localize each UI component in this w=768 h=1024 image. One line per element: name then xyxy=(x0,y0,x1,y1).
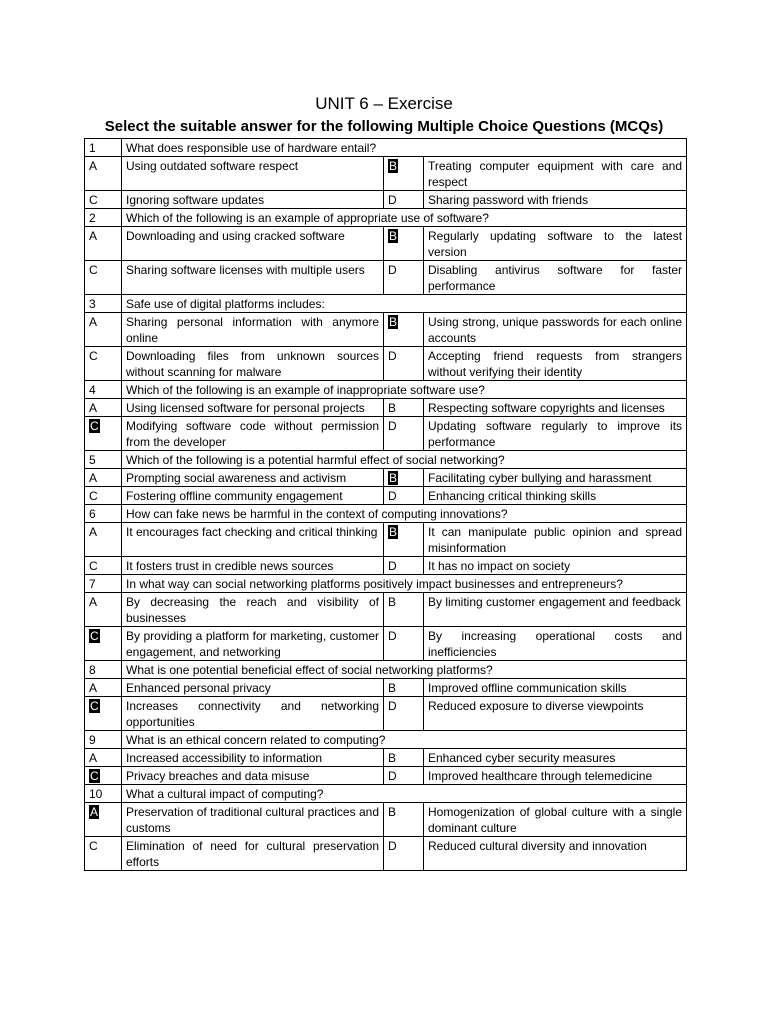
option-text: Prompting social awareness and activism xyxy=(122,469,384,487)
option-letter-cell xyxy=(85,261,122,295)
question-row xyxy=(85,381,687,399)
option-letter-cell xyxy=(85,767,122,785)
option-text: Reduced exposure to diverse viewpoints xyxy=(424,697,687,731)
question-text: What is an ethical concern related to computing? xyxy=(122,731,687,749)
option-text: Downloading files from unknown sources without scanning for malware xyxy=(122,347,384,381)
mcq-table xyxy=(84,138,687,871)
option-letter: D xyxy=(388,629,397,643)
option-letter: D xyxy=(388,559,397,573)
option-letter: A xyxy=(89,525,98,539)
option-row xyxy=(85,767,687,785)
correct-answer-marker: A xyxy=(90,805,99,819)
option-text: By increasing operational costs and inefficiencies xyxy=(424,627,687,661)
question-text: Which of the following is an example of appropriate use of software? xyxy=(122,209,687,227)
option-letter: D xyxy=(388,193,397,207)
option-text: Enhancing critical thinking skills xyxy=(424,487,687,505)
option-letter-cell xyxy=(85,627,122,661)
option-letter: A xyxy=(89,159,98,173)
option-text: Fostering offline community engagement xyxy=(122,487,384,505)
question-row xyxy=(85,575,687,593)
option-letter-cell xyxy=(85,837,122,871)
option-letter: D xyxy=(388,699,397,713)
option-text: Sharing password with friends xyxy=(424,191,687,209)
option-row xyxy=(85,837,687,871)
option-text: Regularly updating software to the latest version xyxy=(424,227,687,261)
option-row xyxy=(85,487,687,505)
question-number: 8 xyxy=(85,661,122,679)
option-text: It encourages fact checking and critical thinking xyxy=(122,523,384,557)
option-text: Privacy breaches and data misuse xyxy=(122,767,384,785)
option-text: Elimination of need for cultural preservation efforts xyxy=(122,837,384,871)
option-text: Using licensed software for personal projects xyxy=(122,399,384,417)
question-text: Which of the following is an example of inappropriate software use? xyxy=(122,381,687,399)
question-number: 5 xyxy=(85,451,122,469)
question-number: 1 xyxy=(85,139,122,157)
option-letter: D xyxy=(388,839,397,853)
option-letter: A xyxy=(89,595,98,609)
option-text: It can manipulate public opinion and spread misinformation xyxy=(424,523,687,557)
option-letter: A xyxy=(89,229,98,243)
option-letter-cell xyxy=(384,261,424,295)
option-text: By providing a platform for marketing, customer engagement, and networking xyxy=(122,627,384,661)
option-text: Updating software regularly to improve its performance xyxy=(424,417,687,451)
option-text: Enhanced personal privacy xyxy=(122,679,384,697)
option-letter: D xyxy=(388,419,397,433)
question-row xyxy=(85,451,687,469)
option-letter: B xyxy=(388,401,397,415)
question-number: 4 xyxy=(85,381,122,399)
option-row xyxy=(85,523,687,557)
option-letter-cell xyxy=(85,487,122,505)
page-title: UNIT 6 – Exercise xyxy=(315,94,453,113)
option-letter-cell xyxy=(384,803,424,837)
option-letter: C xyxy=(89,489,98,503)
option-letter-cell xyxy=(85,399,122,417)
question-text: Safe use of digital platforms includes: xyxy=(122,295,687,313)
option-letter-cell xyxy=(85,593,122,627)
option-text: Using outdated software respect xyxy=(122,157,384,191)
option-row xyxy=(85,803,687,837)
option-letter-cell xyxy=(384,227,424,261)
option-row xyxy=(85,157,687,191)
question-text: What a cultural impact of computing? xyxy=(122,785,687,803)
option-letter: B xyxy=(388,595,397,609)
question-row xyxy=(85,295,687,313)
option-letter-cell xyxy=(384,157,424,191)
option-letter-cell xyxy=(85,313,122,347)
correct-answer-marker: B xyxy=(389,315,398,329)
option-letter: C xyxy=(89,193,98,207)
option-row xyxy=(85,469,687,487)
option-text: Treating computer equipment with care and respect xyxy=(424,157,687,191)
option-letter-cell xyxy=(85,157,122,191)
option-letter-cell xyxy=(384,679,424,697)
option-letter-cell xyxy=(384,191,424,209)
option-letter-cell xyxy=(384,767,424,785)
option-row xyxy=(85,679,687,697)
option-row xyxy=(85,227,687,261)
option-row xyxy=(85,347,687,381)
option-letter-cell xyxy=(384,417,424,451)
option-letter: C xyxy=(89,839,98,853)
option-letter-cell xyxy=(384,487,424,505)
option-letter: D xyxy=(388,263,397,277)
question-number: 2 xyxy=(85,209,122,227)
option-text: It fosters trust in credible news sources xyxy=(122,557,384,575)
option-letter-cell xyxy=(85,191,122,209)
question-text: Which of the following is a potential harmful effect of social networking? xyxy=(122,451,687,469)
question-number: 9 xyxy=(85,731,122,749)
option-letter-cell xyxy=(384,313,424,347)
option-row xyxy=(85,191,687,209)
question-row xyxy=(85,209,687,227)
correct-answer-marker: C xyxy=(90,629,99,643)
question-text: In what way can social networking platforms positively impact businesses and entrepreneurs? xyxy=(122,575,687,593)
option-text: Enhanced cyber security measures xyxy=(424,749,687,767)
option-row xyxy=(85,399,687,417)
option-row xyxy=(85,417,687,451)
question-row xyxy=(85,505,687,523)
option-letter: C xyxy=(89,559,98,573)
question-row xyxy=(85,139,687,157)
option-letter: B xyxy=(388,751,397,765)
option-text: Reduced cultural diversity and innovation xyxy=(424,837,687,871)
correct-answer-marker: B xyxy=(389,229,398,243)
option-letter-cell xyxy=(384,557,424,575)
option-letter: A xyxy=(89,315,98,329)
option-letter-cell xyxy=(384,347,424,381)
option-letter: D xyxy=(388,489,397,503)
option-row xyxy=(85,593,687,627)
option-letter: D xyxy=(388,769,397,783)
question-row xyxy=(85,661,687,679)
option-letter: B xyxy=(388,681,397,695)
option-letter-cell xyxy=(85,803,122,837)
option-row xyxy=(85,261,687,295)
question-number: 3 xyxy=(85,295,122,313)
page-subtitle: Select the suitable answer for the following Multiple Choice Questions (MCQs) xyxy=(104,118,664,135)
option-letter-cell xyxy=(85,749,122,767)
option-text: Modifying software code without permission from the developer xyxy=(122,417,384,451)
option-letter-cell xyxy=(384,469,424,487)
option-letter-cell xyxy=(85,523,122,557)
option-letter-cell xyxy=(85,469,122,487)
option-text: Respecting software copyrights and licenses xyxy=(424,399,687,417)
option-letter: C xyxy=(89,263,98,277)
option-letter-cell xyxy=(85,227,122,261)
option-letter: A xyxy=(89,471,98,485)
mcq-table-body xyxy=(85,139,687,871)
option-letter: C xyxy=(89,349,98,363)
option-letter-cell xyxy=(85,679,122,697)
option-letter-cell xyxy=(384,697,424,731)
option-row xyxy=(85,557,687,575)
option-letter: A xyxy=(89,751,98,765)
option-row xyxy=(85,749,687,767)
question-text: How can fake news be harmful in the context of computing innovations? xyxy=(122,505,687,523)
option-letter: A xyxy=(89,681,98,695)
question-number: 7 xyxy=(85,575,122,593)
option-text: Preservation of traditional cultural practices and customs xyxy=(122,803,384,837)
option-letter-cell xyxy=(384,837,424,871)
option-letter: D xyxy=(388,349,397,363)
option-letter-cell xyxy=(384,593,424,627)
question-text: What is one potential beneficial effect of social networking platforms? xyxy=(122,661,687,679)
option-text: Ignoring software updates xyxy=(122,191,384,209)
option-text: Improved healthcare through telemedicine xyxy=(424,767,687,785)
option-text: Accepting friend requests from strangers without verifying their identity xyxy=(424,347,687,381)
option-text: Facilitating cyber bullying and harassment xyxy=(424,469,687,487)
option-text: Increases connectivity and networking opportunities xyxy=(122,697,384,731)
option-text: Sharing software licenses with multiple users xyxy=(122,261,384,295)
option-text: By decreasing the reach and visibility of businesses xyxy=(122,593,384,627)
option-letter-cell xyxy=(384,399,424,417)
option-letter-cell xyxy=(384,749,424,767)
question-row xyxy=(85,731,687,749)
option-letter: A xyxy=(89,401,98,415)
option-text: Using strong, unique passwords for each online accounts xyxy=(424,313,687,347)
question-row xyxy=(85,785,687,803)
option-text: Disabling antivirus software for faster performance xyxy=(424,261,687,295)
option-text: By limiting customer engagement and feedback xyxy=(424,593,687,627)
option-text: Increased accessibility to information xyxy=(122,749,384,767)
option-letter: B xyxy=(388,805,397,819)
option-text: Homogenization of global culture with a single dominant culture xyxy=(424,803,687,837)
option-letter-cell xyxy=(85,417,122,451)
option-text: Sharing personal information with anymore online xyxy=(122,313,384,347)
correct-answer-marker: B xyxy=(389,471,398,485)
option-row xyxy=(85,627,687,661)
option-letter-cell xyxy=(85,347,122,381)
correct-answer-marker: C xyxy=(90,769,99,783)
option-text: Downloading and using cracked software xyxy=(122,227,384,261)
option-text: Improved offline communication skills xyxy=(424,679,687,697)
option-text: It has no impact on society xyxy=(424,557,687,575)
option-row xyxy=(85,697,687,731)
option-letter-cell xyxy=(384,627,424,661)
question-number: 10 xyxy=(85,785,122,803)
correct-answer-marker: C xyxy=(90,699,99,713)
correct-answer-marker: C xyxy=(90,419,99,433)
option-letter-cell xyxy=(85,697,122,731)
correct-answer-marker: B xyxy=(389,159,398,173)
option-row xyxy=(85,313,687,347)
option-letter-cell xyxy=(85,557,122,575)
correct-answer-marker: B xyxy=(389,525,398,539)
question-number: 6 xyxy=(85,505,122,523)
question-text: What does responsible use of hardware entail? xyxy=(122,139,687,157)
option-letter-cell xyxy=(384,523,424,557)
